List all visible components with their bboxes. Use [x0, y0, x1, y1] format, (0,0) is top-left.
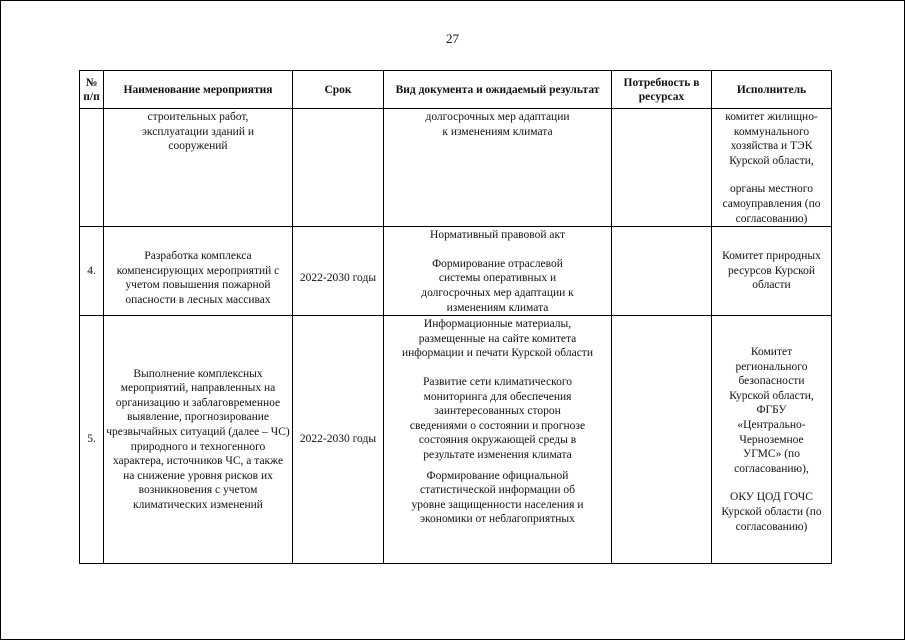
- table-row: [80, 109, 832, 227]
- row-num: 5.: [80, 316, 104, 564]
- table-row: [80, 316, 832, 564]
- row-result: долгосрочных мер адаптации к изменениям климата: [384, 109, 612, 227]
- measures-table: [79, 70, 832, 564]
- executor-text: ОКУ ЦОД ГОЧС Курской области (по согласованию): [721, 491, 822, 533]
- table-row: [80, 227, 832, 316]
- result-text: Информационные материалы, размещенные на сайте комитета информации и печати Курской области: [401, 318, 593, 360]
- row-executor: Комитет природных ресурсов Курской области: [712, 227, 832, 316]
- row-num: [80, 109, 104, 227]
- executor-text: комитет жилищно-коммунального хозяйства и ТЭК Курской области,: [725, 111, 818, 167]
- row-resources: [612, 109, 712, 227]
- row-term: 2022-2030 годы: [293, 316, 384, 564]
- result-text: Развитие сети климатического мониторинга для обеспечения заинтересованных сторон сведениями о состоянии и прогнозе состояния окружающей среды в результате изменения климата: [409, 375, 586, 461]
- row-executor: [712, 109, 832, 227]
- row-name: строительных работ, эксплуатации зданий и сооружений: [104, 109, 293, 227]
- header-name: Наименование мероприятия: [104, 71, 293, 109]
- header-executor: Исполнитель: [712, 71, 832, 109]
- row-result: [384, 227, 612, 316]
- executor-text: органы местного самоуправления (по согласованию): [722, 183, 821, 225]
- header-result: Вид документа и ожидаемый результат: [384, 71, 612, 109]
- result-text: Формирование отраслевой системы оперативных и долгосрочных мер адаптации к изменениям климата: [421, 257, 574, 314]
- row-name: Выполнение комплексных мероприятий, направленных на организацию и заблаговременное выявление, прогнозирование чрезвычайных ситуаций (далее – ЧС) природного и техногенного характера, источников ЧС, а также на снижение уровня рисков их возникновения с учетом климатических изменений: [104, 316, 293, 564]
- result-text: Формирование официальной статистической информации об уровне защищенности населения и экономики от неблагоприятных: [411, 469, 584, 526]
- header-num: № п/п: [80, 71, 104, 109]
- row-name: Разработка комплекса компенсирующих мероприятий с учетом повышения пожарной опасности в лесных массивах: [104, 227, 293, 316]
- page-number: 27: [446, 31, 459, 46]
- result-text: Нормативный правовой акт: [430, 229, 565, 242]
- row-resources: [612, 316, 712, 564]
- executor-text: Комитет регионального безопасности Курской области, ФГБУ «Центрально-Черноземное УГМС» (по согласованию),: [729, 346, 814, 475]
- row-term: 2022-2030 годы: [293, 227, 384, 316]
- row-term: [293, 109, 384, 227]
- table-header-row: [80, 71, 832, 109]
- row-executor: [712, 316, 832, 564]
- header-term: Срок: [293, 71, 384, 109]
- row-result: [384, 316, 612, 564]
- row-num: 4.: [80, 227, 104, 316]
- header-resources: Потребность в ресурсах: [612, 71, 712, 109]
- row-resources: [612, 227, 712, 316]
